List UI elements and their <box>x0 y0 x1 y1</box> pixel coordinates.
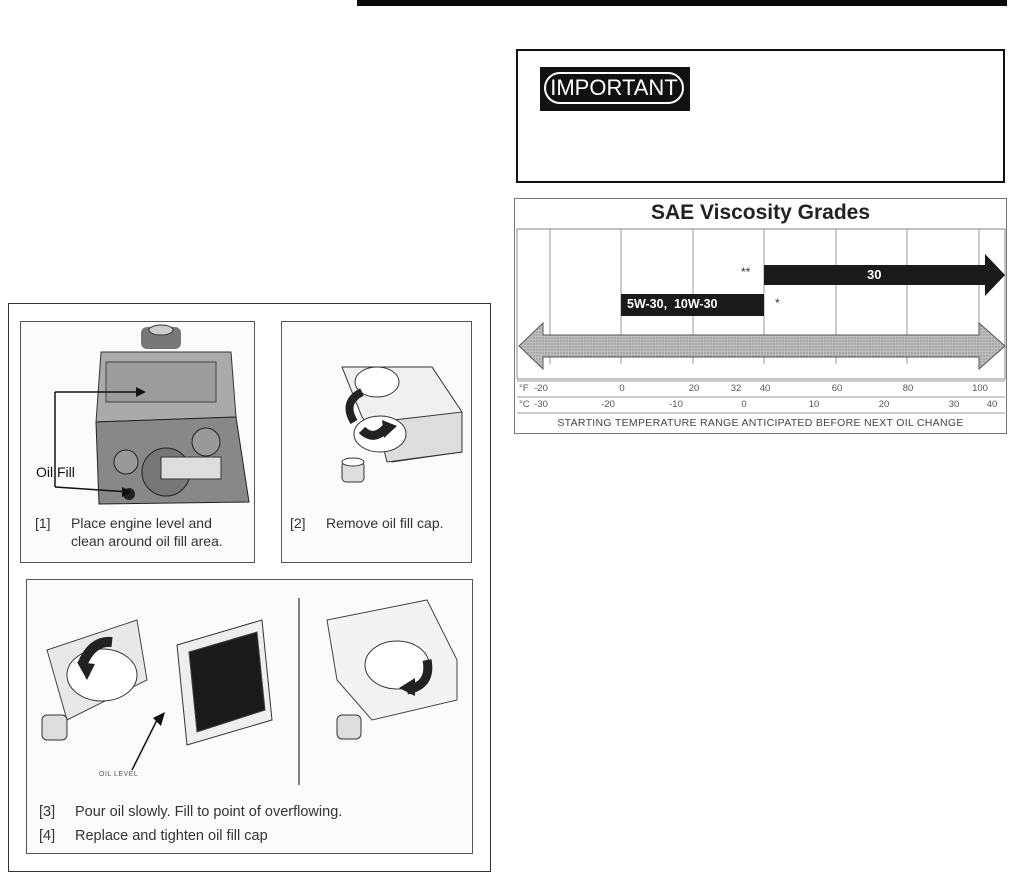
important-label: IMPORTANT <box>544 72 684 104</box>
step3-4-panel <box>26 579 473 854</box>
fahrenheit-tick-label: 80 <box>902 383 914 394</box>
fahrenheit-tick-label: 40 <box>759 383 771 394</box>
grade-30-label: 30 <box>867 267 882 282</box>
step4-number: [4] <box>39 828 56 844</box>
step3-4-caption <box>39 800 469 848</box>
important-badge <box>540 67 690 111</box>
step2-caption <box>290 514 470 532</box>
chart-footer: STARTING TEMPERATURE RANGE ANTICIPATED BEFORE NEXT OIL CHANGE <box>557 417 964 429</box>
step2-panel <box>281 321 472 563</box>
fahrenheit-tick-label: -20 <box>534 383 548 394</box>
step1-caption <box>35 514 255 550</box>
viscosity-chart <box>514 198 1007 434</box>
step2-number: [2] <box>290 515 306 531</box>
step1-line1: Place engine level and <box>71 515 212 531</box>
all-temperature-arrow <box>519 323 1005 369</box>
step3-number: [3] <box>39 804 56 820</box>
oil-level-label: OIL LEVEL <box>99 771 139 778</box>
fahrenheit-tick-label: 100 <box>972 383 988 394</box>
celsius-tick-label: 30 <box>948 399 960 410</box>
fahrenheit-tick-label: 60 <box>831 383 843 394</box>
header-rule <box>357 0 1007 6</box>
celsius-tick-label: 40 <box>986 399 998 410</box>
step2-text: Remove oil fill cap. <box>326 515 444 531</box>
fahrenheit-tick-label: 0 <box>619 383 625 394</box>
celsius-tick-label: -20 <box>601 399 615 410</box>
oil-fill-procedure <box>8 303 491 872</box>
step1-number: [1] <box>35 515 51 531</box>
celsius-tick-label: 10 <box>808 399 820 410</box>
step3-text: Pour oil slowly. Fill to point of overflowing. <box>75 804 343 820</box>
grade-multi-label: 5W-30, 10W-30 <box>627 297 718 311</box>
remove-cap-illustration <box>282 322 471 507</box>
celsius-label: °C <box>519 399 530 410</box>
celsius-tick-label: -30 <box>534 399 548 410</box>
sae30-range-arrow <box>764 254 1005 296</box>
fahrenheit-tick-label: 32 <box>730 383 742 394</box>
celsius-tick-label: 0 <box>741 399 747 410</box>
oil-fill-label: Oil Fill <box>36 464 75 480</box>
step1-panel <box>20 321 255 563</box>
step1-line2: clean around oil fill area. <box>71 533 223 549</box>
pour-oil-illustration <box>27 580 472 790</box>
fahrenheit-label: °F <box>519 383 529 394</box>
celsius-tick-label: 20 <box>878 399 890 410</box>
chart-title: SAE Viscosity Grades <box>650 201 871 224</box>
celsius-tick-label: -10 <box>669 399 683 410</box>
important-notice <box>516 49 1005 183</box>
double-star-mark: ** <box>741 265 751 279</box>
viscosity-chart-graphic <box>515 199 1008 435</box>
step4-text: Replace and tighten oil fill cap <box>75 828 268 844</box>
single-star-mark: * <box>775 296 780 310</box>
fahrenheit-tick-label: 20 <box>688 383 700 394</box>
